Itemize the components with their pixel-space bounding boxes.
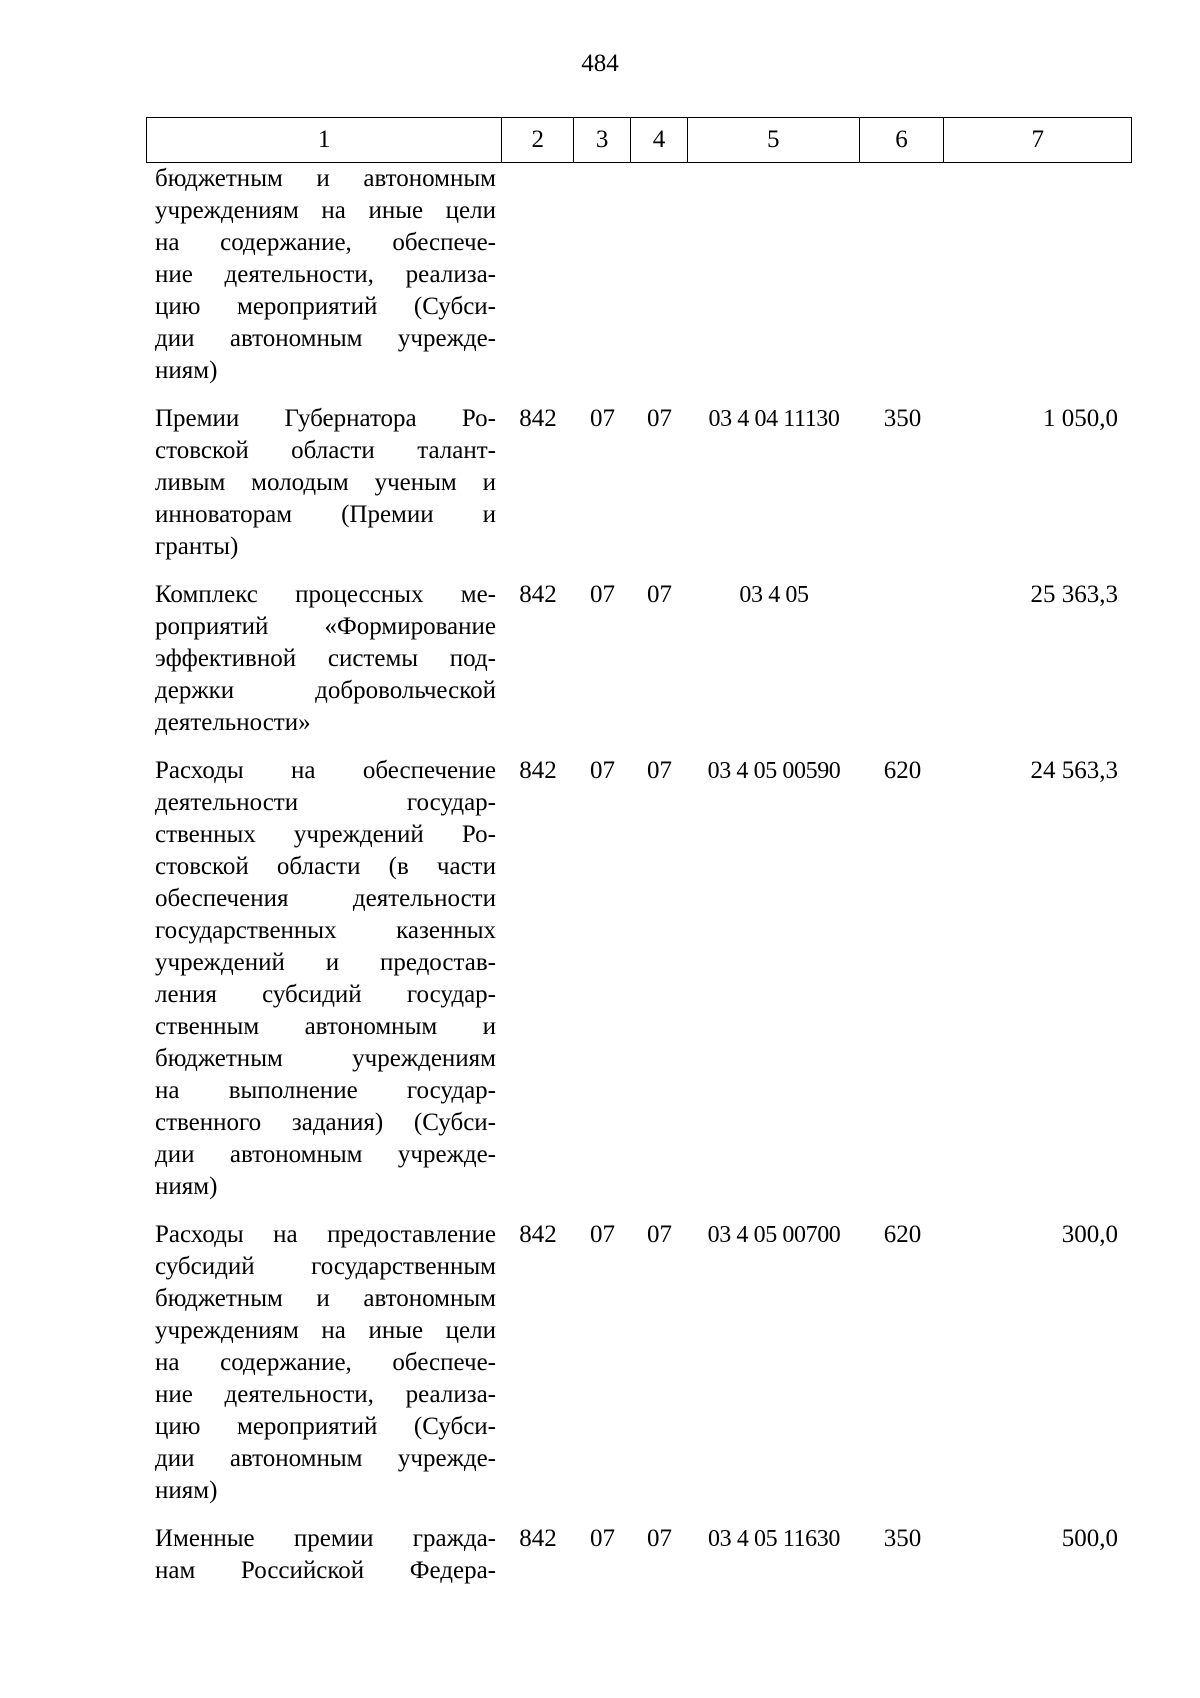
expense-type-code: 620 — [883, 1221, 922, 1248]
amount: 300,0 — [1061, 1221, 1118, 1248]
description-line: стовской области (в части — [155, 853, 496, 880]
expense-type-code: 350 — [883, 405, 922, 432]
ministry-code: 842 — [519, 581, 557, 608]
table-body — [146, 163, 1132, 1587]
page-number: 484 — [581, 50, 619, 77]
subsection-code: 07 — [647, 1221, 672, 1248]
description-line: Премии Губернатора Ро- — [155, 405, 496, 432]
table-row — [146, 579, 1132, 739]
description-line: деятельности» — [155, 709, 311, 736]
description-line: бюджетным и автономным — [155, 1285, 496, 1312]
table-row — [146, 1523, 1132, 1587]
description-line: ниям) — [155, 357, 218, 384]
section-code: 07 — [590, 581, 615, 608]
description-line: Расходы на предоставление — [155, 1221, 496, 1248]
target-article-code: 03 4 05 00590 — [707, 758, 841, 784]
ministry-code: 842 — [519, 1525, 557, 1552]
ministry-code: 842 — [519, 1221, 557, 1248]
table-header — [146, 117, 1132, 163]
ministry-code: 842 — [519, 757, 557, 784]
target-article-code: 03 4 05 11630 — [708, 1526, 840, 1552]
ministry-code: 842 — [519, 405, 557, 432]
section-code: 07 — [590, 1221, 615, 1248]
description-line: бюджетным учреждениям — [155, 1045, 496, 1072]
description-line: нам Российской Федера- — [155, 1557, 496, 1584]
description-line: Именные премии гражда- — [155, 1525, 496, 1552]
description-line: гранты) — [155, 533, 239, 560]
section-code: 07 — [590, 757, 615, 784]
row-description — [146, 579, 502, 739]
description-line: цию мероприятий (Субси- — [155, 1413, 496, 1440]
target-article-code: 03 4 04 11130 — [708, 406, 840, 432]
description-line: дии автономным учрежде- — [155, 1445, 496, 1472]
header-col-4: 4 — [631, 118, 688, 162]
description-line: ние деятельности, реализа- — [155, 1381, 496, 1408]
subsection-code: 07 — [647, 757, 672, 784]
row-description — [146, 1219, 502, 1507]
description-line: ления субсидий государ- — [155, 981, 496, 1008]
description-line: ливым молодым ученым и — [155, 469, 496, 496]
description-line: ственным автономным и — [155, 1013, 496, 1040]
header-col-7: 7 — [1031, 126, 1044, 153]
description-line: стовской области талант- — [155, 437, 496, 464]
description-line: цию мероприятий (Субси- — [155, 293, 496, 320]
table-row — [146, 163, 1132, 387]
header-col-1: 1 — [147, 118, 502, 162]
description-line: деятельности государ- — [155, 789, 496, 816]
section-code: 07 — [590, 405, 615, 432]
description-line: держки добровольческой — [155, 677, 496, 704]
table-row — [146, 1219, 1132, 1507]
description-line: на содержание, обеспече- — [155, 229, 496, 256]
target-article-code: 03 4 05 — [739, 582, 809, 608]
section-code: 07 — [590, 1525, 615, 1552]
expense-type-code: 620 — [883, 757, 922, 784]
expense-type-code: 350 — [883, 1525, 922, 1552]
description-line: ние деятельности, реализа- — [155, 261, 496, 288]
row-description — [146, 403, 502, 563]
row-description — [146, 163, 502, 387]
description-line: ниям) — [155, 1477, 218, 1504]
description-line: Расходы на обеспечение — [155, 757, 496, 784]
description-line: ственных учреждений Ро- — [155, 821, 496, 848]
description-line: учреждениям на иные цели — [155, 197, 496, 224]
description-line: роприятий «Формирование — [155, 613, 496, 640]
amount: 1 050,0 — [1043, 405, 1118, 432]
amount: 500,0 — [1061, 1525, 1118, 1552]
description-line: ственного задания) (Субси- — [155, 1109, 496, 1136]
description-line: государственных казенных — [155, 917, 496, 944]
header-col-6: 6 — [860, 118, 945, 162]
description-line: ниям) — [155, 1173, 218, 1200]
description-line: инноваторам (Премии и — [155, 501, 496, 528]
description-line: Комплекс процессных ме- — [155, 581, 496, 608]
subsection-code: 07 — [647, 405, 672, 432]
description-line: эффективной системы под- — [155, 645, 496, 672]
description-line: дии автономным учрежде- — [155, 1141, 496, 1168]
table-row — [146, 403, 1132, 563]
description-line: учреждениям на иные цели — [155, 1317, 496, 1344]
header-col-5: 5 — [688, 118, 860, 162]
target-article-code: 03 4 05 00700 — [707, 1222, 841, 1248]
header-col-3: 3 — [574, 118, 631, 162]
header-col-2: 2 — [502, 118, 574, 162]
row-description — [146, 755, 502, 1203]
subsection-code: 07 — [647, 1525, 672, 1552]
description-line: на содержание, обеспече- — [155, 1349, 496, 1376]
description-line: учреждений и предостав- — [155, 949, 496, 976]
description-line: бюджетным и автономным — [155, 165, 496, 192]
description-line: субсидий государственным — [155, 1253, 496, 1280]
table-row — [146, 755, 1132, 1203]
description-line: на выполнение государ- — [155, 1077, 496, 1104]
description-line: обеспечения деятельности — [155, 885, 496, 912]
row-description — [146, 1523, 502, 1587]
description-line: дии автономным учрежде- — [155, 325, 496, 352]
amount: 25 363,3 — [1030, 581, 1118, 608]
subsection-code: 07 — [647, 581, 672, 608]
amount: 24 563,3 — [1030, 757, 1118, 784]
